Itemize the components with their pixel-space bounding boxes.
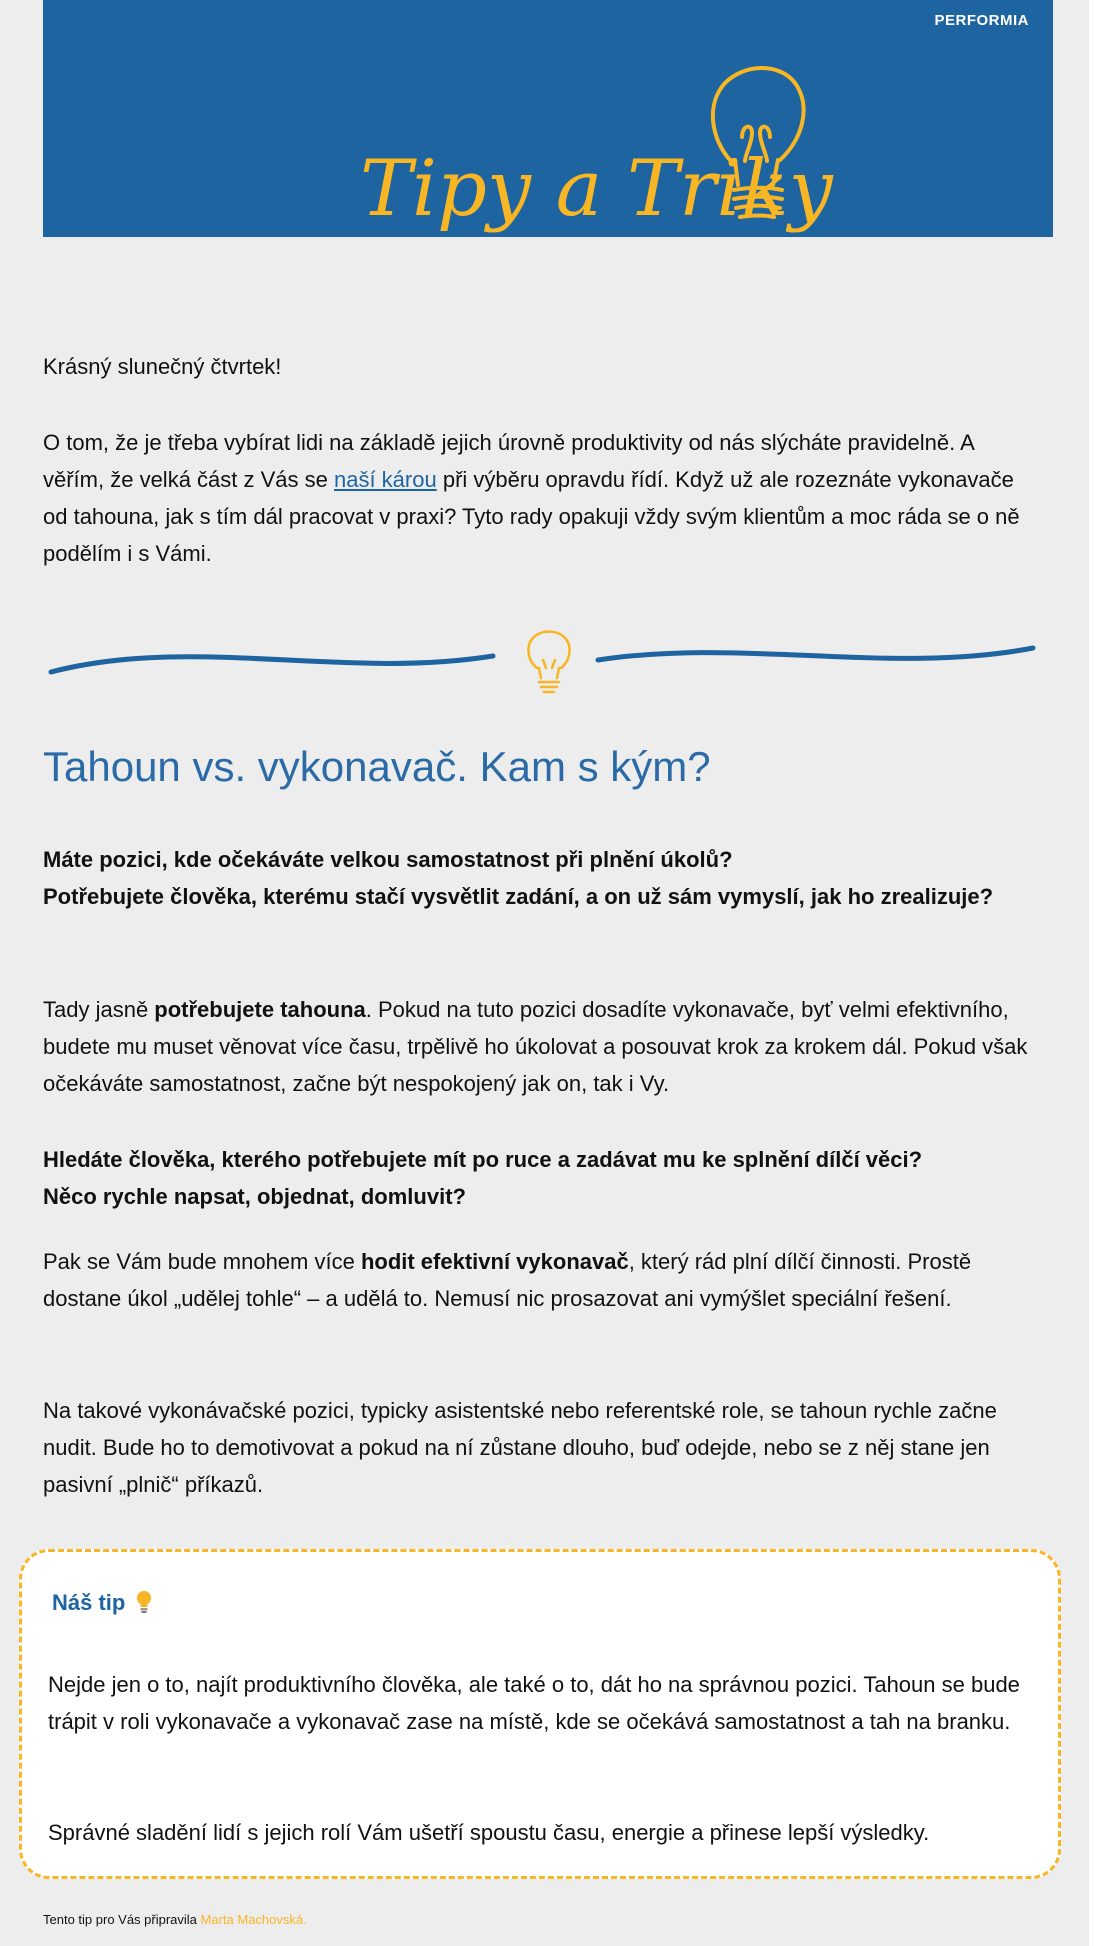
paragraph-2-bold: hodit efektivní vykonavač [360,1249,629,1274]
paragraph-2 [43,1243,1033,1317]
tip-text-2: Správné sladění lidí s jejich rolí Vám ušetří spoustu času, energie a přinese lepší výsledky. [48,1820,930,1845]
footer [43,1912,307,1927]
question-2-line-2: Něco rychle napsat, objednat, domluvit? [43,1184,466,1209]
greeting-text: Krásný slunečný čtvrtek! [43,354,282,379]
author-link[interactable]: Marta Machovská. [200,1912,307,1927]
question-1 [43,841,1033,915]
paragraph-1-start: Tady jasně [43,997,155,1022]
intro-text-start: O tom, že je třeba vybírat lidi na základě jejich úrovně produktivity od nás slýcháte pravidelně. A věřím, že velká část z Vás se [43,430,974,492]
tip-title-text: Náš tip [52,1590,126,1615]
greeting [43,348,1033,385]
tip-box [19,1549,1061,1879]
paragraph-1 [43,991,1033,1102]
tip-text-1: Nejde jen o to, najít produktivního člověka, ale také o to, dát ho na správnou pozici. Tahoun se bude trápit v roli vykonavače a vykonavač zase na místě, kde se očekává samostatnost a tah na branku. [48,1672,1020,1734]
paragraph-3-text: Na takové vykonávačské pozici, typicky asistentské nebo referentské role, se tahoun rychle začne nudit. Bude ho to demotivovat a pokud na ní zůstane dlouho, buď odejde, nebo se z něj stane jen pasivní „plnič“ příkazů. [43,1398,997,1497]
paragraph-2-end: , který rád plní dílčí činnosti. Prostě dostane úkol „udělej tohle“ – a udělá to. Nemusí nic prosazovat ani vymýšlet speciální řešení. [43,1249,972,1311]
section-heading: Tahoun vs. vykonavač. Kam s kým? [43,743,711,790]
wave-divider [43,620,1053,700]
paragraph-1-bold: potřebujete tahouna [154,997,366,1022]
footer-prefix: Tento tip pro Vás připravila [43,1912,201,1927]
question-1-line-2: Potřebujete člověka, kterému stačí vysvětlit zadání, a on už sám vymyslí, jak ho zrealizuje? [43,884,994,909]
intro-text-end: při výběru opravdu řídí. Když už ale rozeznáte vykonavače od tahouna, jak s tím dál pracovat v praxi? Tyto rady opakuji vždy svým klientům a moc ráda se o ně podělím i s Vámi. [43,467,1020,566]
hero-title: Tipy a Triky [360,144,833,234]
paragraph-3 [43,1392,1033,1503]
divider-lightbulb-icon [528,632,569,693]
paragraph-1-end: . Pokud na tuto pozici dosadíte vykonavače, byť velmi efektivního, budete mu muset věnovat více času, trpělivě ho úkolovat a posouvat krok za krokem dál. Pokud však očekáváte samostatnost, začne být nespokojený jak on, tak i Vy. [43,997,1028,1096]
question-2-line-1: Hledáte člověka, kterého potřebujete mít po ruce a zadávat mu ke splnění dílčí věci? [43,1147,923,1172]
intro-paragraph [43,424,1033,572]
kara-link[interactable]: naší károu [333,467,437,492]
paragraph-2-start: Pak se Vám bude mnohem více [43,1249,361,1274]
question-2 [43,1141,1033,1215]
question-1-line-1: Máte pozici, kde očekáváte velkou samostatnost při plnění úkolů? [43,847,733,872]
tip-lightbulb-icon [135,1590,153,1614]
tip-title [52,1590,153,1616]
page-right-edge [1089,0,1095,1946]
brand-logo: PERFORMIA [934,12,1029,29]
